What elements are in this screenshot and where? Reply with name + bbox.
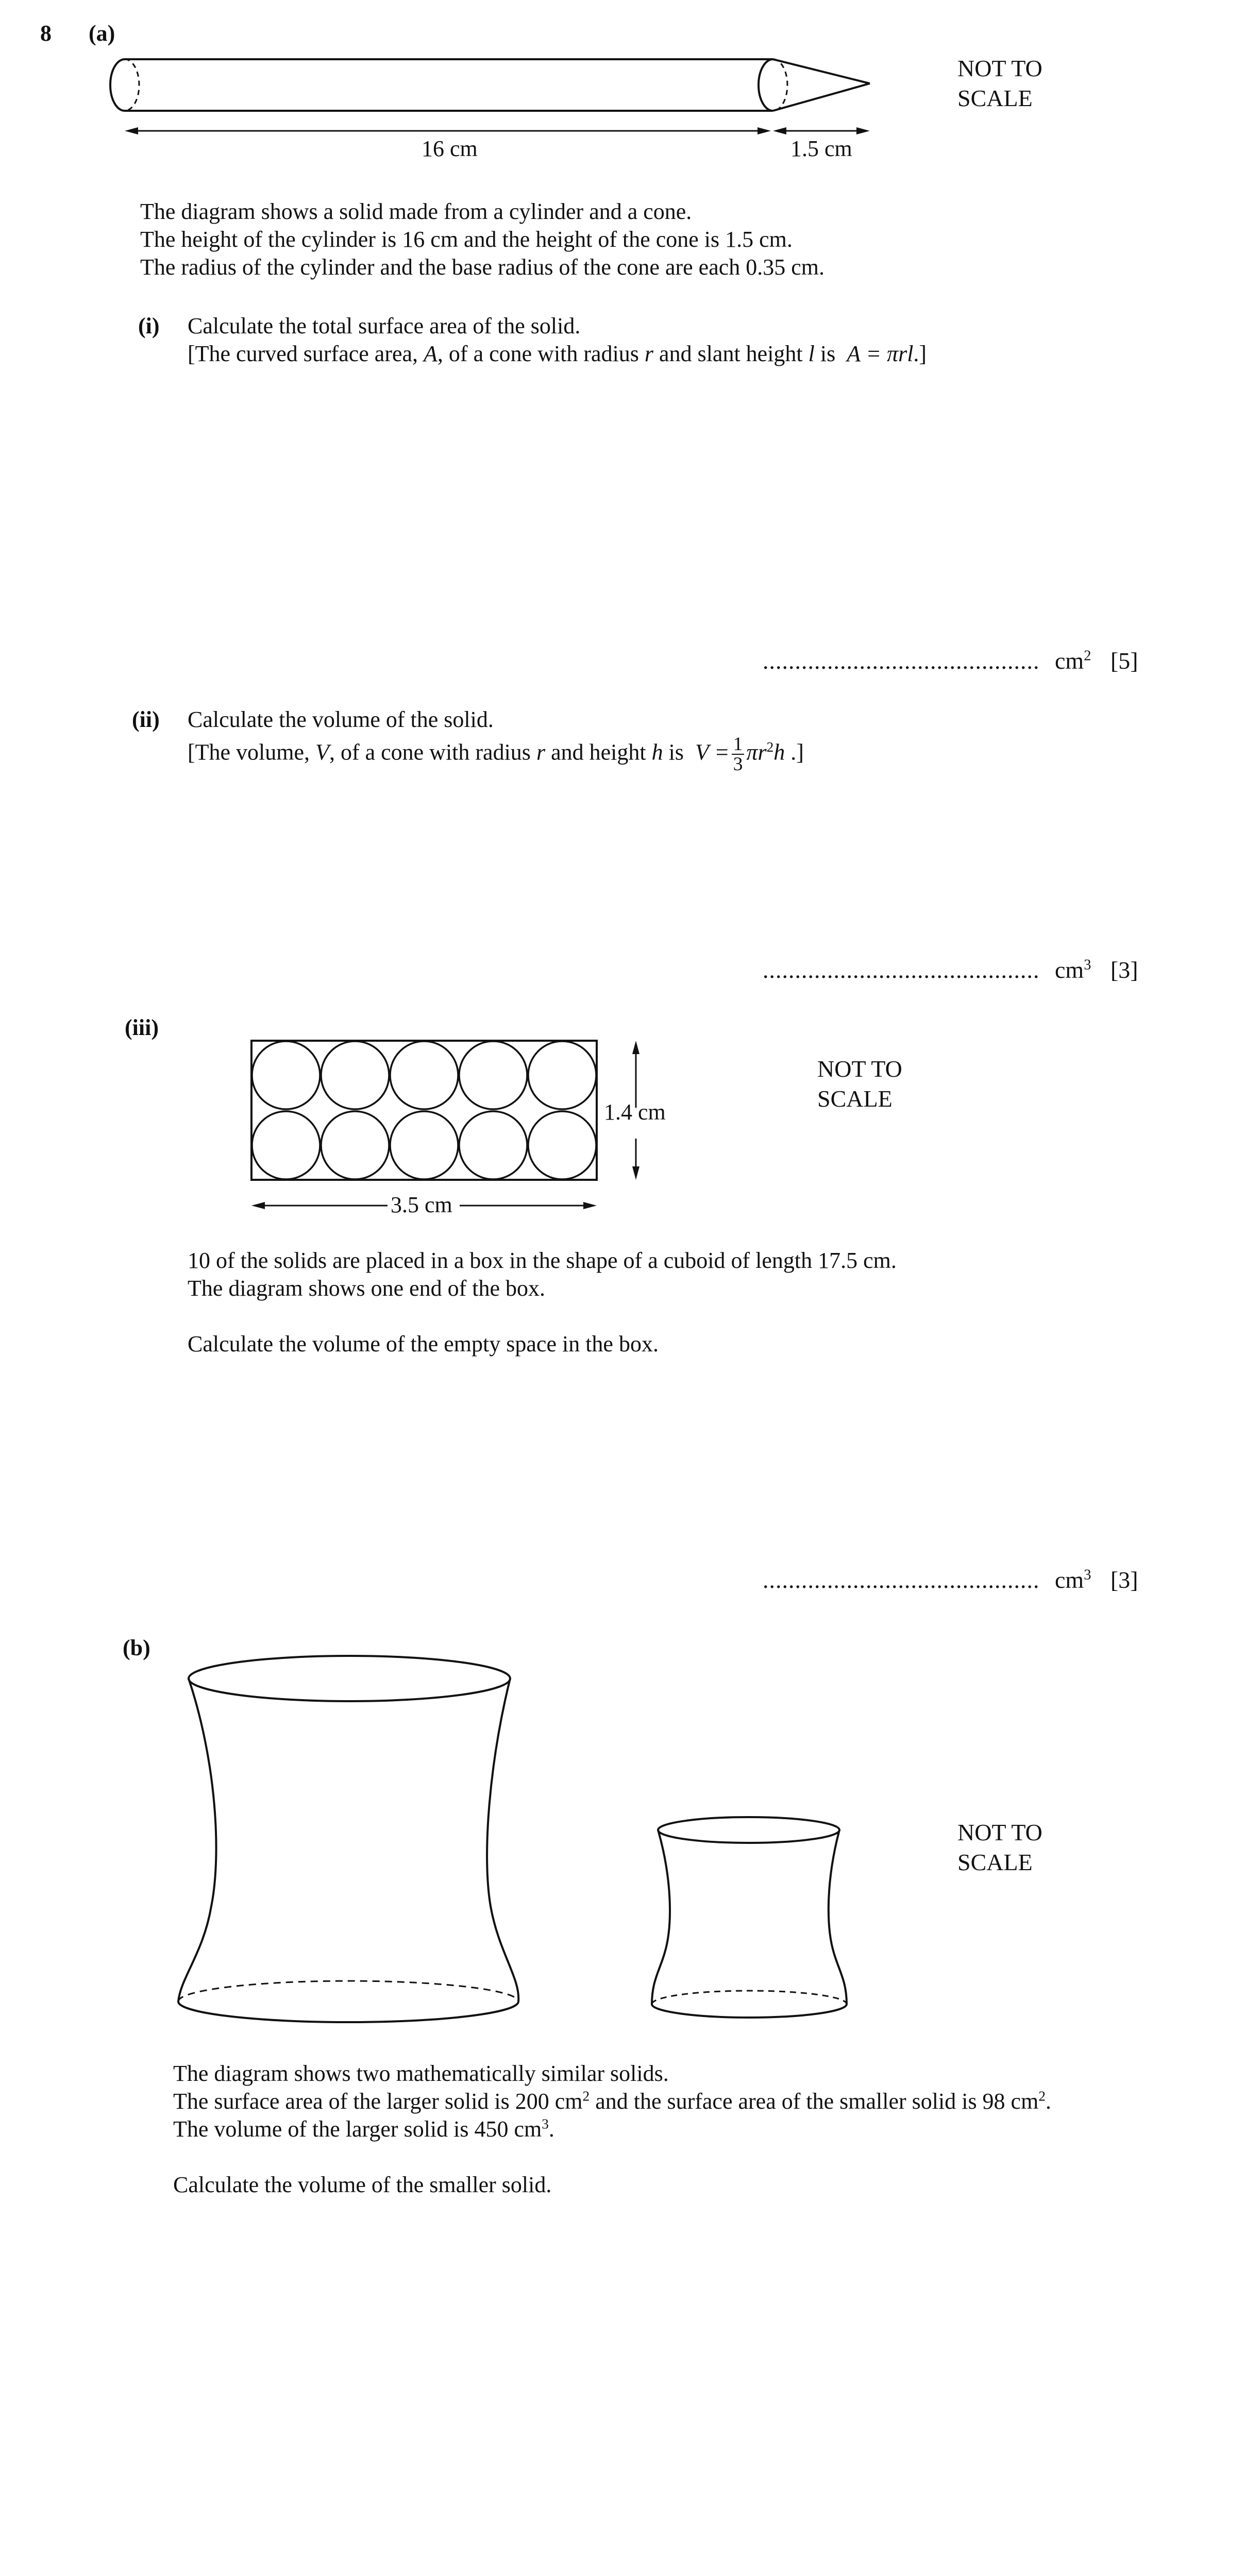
cone-bottom-edge <box>773 83 870 111</box>
question-text: Calculate the total surface area of the solid. <box>188 313 581 338</box>
large-solid-right-side <box>487 1679 518 2002</box>
answer-line-a-ii[interactable] <box>763 956 1138 984</box>
answer-dots[interactable]: ........................................... <box>763 648 1040 674</box>
answer-dots[interactable]: ........................................... <box>763 1567 1040 1593</box>
small-solid-top <box>658 1817 839 1843</box>
question-text: The volume of the larger solid is 450 $cm^3$. <box>173 2116 554 2142</box>
answer-unit-power: 2 <box>1084 648 1091 664</box>
not-to-scale-line: SCALE <box>817 1086 893 1112</box>
answer-dots[interactable]: ........................................... <box>763 957 1040 983</box>
answer-unit: cm <box>1055 1567 1084 1593</box>
answer-line-a-i[interactable] <box>763 647 1138 674</box>
marks: [3] <box>1110 1567 1138 1593</box>
formula-hint: [The curved surface area, A, of a cone with radius r and slant height l is A = πrl.] <box>188 341 927 366</box>
question-text: 10 of the solids are placed in a box in the shape of a cuboid of length 17.5 cm. <box>188 1248 897 1273</box>
question-text: Calculate the volume of the empty space in the box. <box>188 1331 659 1357</box>
marks: [5] <box>1110 648 1138 674</box>
large-solid-bottom-back <box>178 1981 518 2002</box>
question-text: The diagram shows one end of the box. <box>188 1276 546 1301</box>
not-to-scale-a-iii <box>817 1054 902 1114</box>
dim-label-cylinder: 16 cm <box>422 136 478 161</box>
question-text: The surface area of the larger solid is 200 $cm^2$ and the surface area of the smaller solid is 98 $cm^2$. <box>173 2088 1051 2114</box>
part-a-iii-label: (iii) <box>125 1015 159 1040</box>
large-solid-top <box>189 1656 510 1701</box>
answer-unit: cm <box>1055 957 1084 983</box>
cylinder-left-end-solid <box>110 59 125 111</box>
small-solid-left-side <box>652 1830 670 2004</box>
answer-line-a-iii[interactable] <box>763 1566 1138 1594</box>
dim-label-height: 1.4 cm <box>604 1099 666 1125</box>
cylinder-right-end-dashed <box>773 59 787 111</box>
not-to-scale-b <box>957 1818 1042 1877</box>
dim-label-cone: 1.5 cm <box>790 136 852 161</box>
small-solid-right-side <box>829 1830 847 2004</box>
question-number: 8 <box>40 21 52 46</box>
large-solid-left-side <box>178 1679 216 2002</box>
cylinder-right-end-solid <box>759 59 773 111</box>
cylinder-left-end-dashed <box>125 59 139 111</box>
question-text: Calculate the volume of the solid. <box>188 707 494 732</box>
part-a-ii-question <box>188 706 804 774</box>
not-to-scale-line: SCALE <box>957 1849 1033 1875</box>
part-b-question <box>173 2060 1051 2199</box>
small-solid-bottom-back <box>652 1991 847 2004</box>
part-a-ii-label: (ii) <box>132 707 160 732</box>
box-end-rectangle <box>251 1041 597 1180</box>
part-a-i-question <box>188 312 927 368</box>
part-a-intro <box>140 198 824 281</box>
intro-line: The radius of the cylinder and the base radius of the cone are each 0.35 cm. <box>140 255 825 280</box>
question-text: Calculate the volume of the smaller solid. <box>173 2172 552 2197</box>
answer-unit-power: 3 <box>1084 957 1091 973</box>
intro-line: The height of the cylinder is 16 cm and the height of the cone is 1.5 cm. <box>140 227 793 252</box>
part-a-label: (a) <box>89 21 115 46</box>
part-a-iii-question <box>188 1247 897 1358</box>
part-a-i-label: (i) <box>138 313 160 338</box>
cone-top-edge <box>773 59 870 83</box>
part-b-label: (b) <box>123 1635 150 1660</box>
question-text: The diagram shows two mathematically similar solids. <box>173 2061 669 2086</box>
not-to-scale-line: NOT TO <box>817 1056 902 1082</box>
intro-line: The diagram shows a solid made from a cylinder and a cone. <box>140 199 692 224</box>
cylinder-cone-diagram <box>0 0 1246 155</box>
not-to-scale-line: SCALE <box>957 85 1033 111</box>
similar-solids-diagram <box>0 1638 1246 2050</box>
dim-label-length: 3.5 cm <box>391 1192 452 1217</box>
answer-unit: cm <box>1055 648 1084 674</box>
fraction-one-third: $\frac{1}{3}$ <box>732 735 745 774</box>
small-solid-bottom-front <box>652 2004 847 2018</box>
answer-unit-power: 3 <box>1084 1567 1091 1583</box>
not-to-scale-line: NOT TO <box>957 1819 1042 1845</box>
not-to-scale-a <box>957 54 1042 113</box>
marks: [3] <box>1110 957 1138 983</box>
large-solid-bottom-front <box>178 2002 518 2022</box>
circles <box>252 1041 596 1179</box>
formula-hint: [The volume, V, of a cone with radius r and height h is V = $\frac{1}{3}$ $\pi r^2h$ .] <box>188 734 804 775</box>
not-to-scale-line: NOT TO <box>957 55 1042 81</box>
